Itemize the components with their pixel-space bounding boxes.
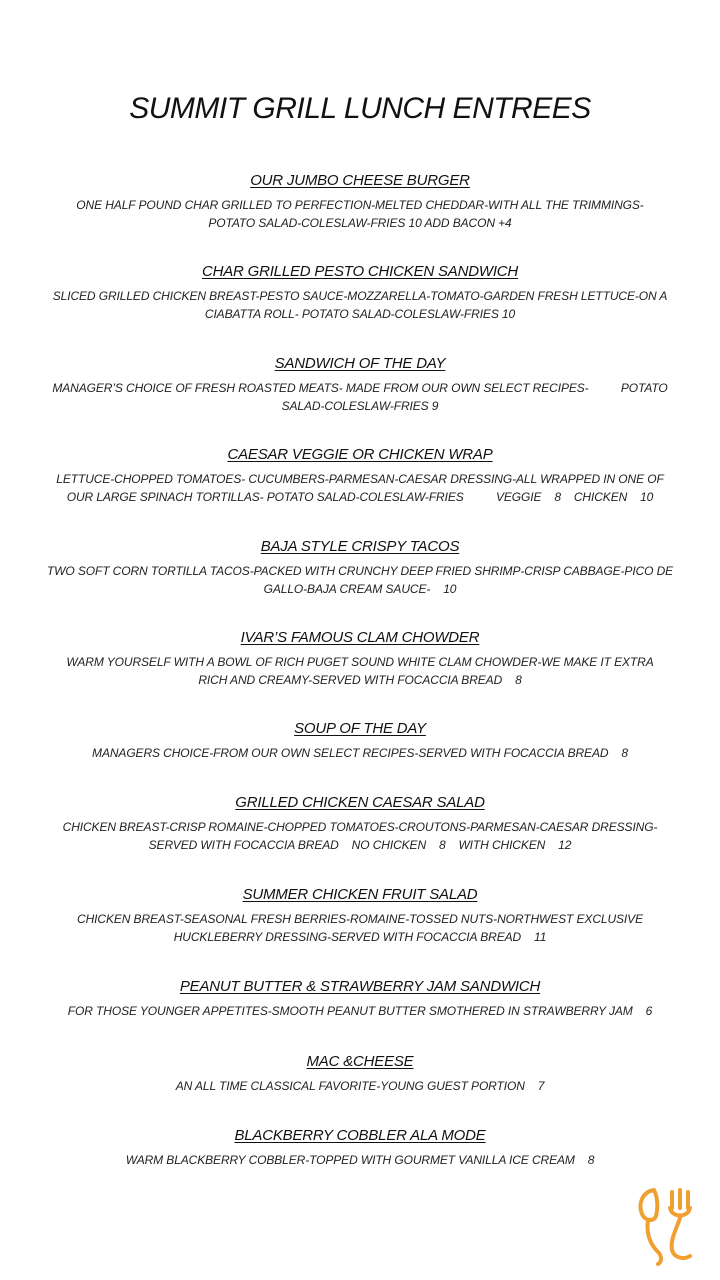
menu-item-chicken-caesar-salad xyxy=(40,794,680,854)
menu-item-description-line: GALLO-BAJA CREAM SAUCE- 10 xyxy=(263,582,457,596)
menu-item-description-line: MANAGERS CHOICE-FROM OUR OWN SELECT RECIPES-SERVED WITH FOCACCIA BREAD 8 xyxy=(92,746,628,760)
menu-item-sandwich-of-the-day xyxy=(40,355,680,415)
menu-item-name: BLACKBERRY COBBLER ALA MODE xyxy=(234,1127,486,1144)
menu-item-description-line: WARM YOURSELF WITH A BOWL OF RICH PUGET SOUND WHITE CLAM CHOWDER-WE MAKE IT EXTRA xyxy=(66,655,654,669)
menu-item-name: OUR JUMBO CHEESE BURGER xyxy=(250,172,470,189)
menu-item-name: CAESAR VEGGIE OR CHICKEN WRAP xyxy=(227,446,493,463)
menu-item-name: SANDWICH OF THE DAY xyxy=(274,355,446,372)
menu-item-name: BAJA STYLE CRISPY TACOS xyxy=(260,538,460,555)
menu-item-description-line: WARM BLACKBERRY COBBLER-TOPPED WITH GOURMET VANILLA ICE CREAM 8 xyxy=(125,1153,595,1167)
menu-item-description-line: RICH AND CREAMY-SERVED WITH FOCACCIA BREAD 8 xyxy=(198,673,522,687)
menu-item-pesto-chicken-sandwich xyxy=(40,263,680,323)
menu-item-description-line: POTATO SALAD-COLESLAW-FRIES 10 ADD BACON +4 xyxy=(208,216,512,230)
menu-item-description-line: MANAGER’S CHOICE OF FRESH ROASTED MEATS- MADE FROM OUR OWN SELECT RECIPES- POTATO xyxy=(52,381,668,395)
menu-item-description-line: TWO SOFT CORN TORTILLA TACOS-PACKED WITH CRUNCHY DEEP FRIED SHRIMP-CRISP CABBAGE-PICO DE xyxy=(46,564,674,578)
menu-item-name: SUMMER CHICKEN FRUIT SALAD xyxy=(242,886,478,903)
menu-item-description-line: OUR LARGE SPINACH TORTILLAS- POTATO SALAD-COLESLAW-FRIES VEGGIE 8 CHICKEN 10 xyxy=(66,490,654,504)
menu-item-name: IVAR’S FAMOUS CLAM CHOWDER xyxy=(240,629,480,646)
menu-item-description-line: SLICED GRILLED CHICKEN BREAST-PESTO SAUCE-MOZZARELLA-TOMATO-GARDEN FRESH LETTUCE-ON A xyxy=(52,289,668,303)
menu-item-jumbo-cheese-burger xyxy=(40,172,680,232)
menu-item-name: CHAR GRILLED PESTO CHICKEN SANDWICH xyxy=(201,263,519,280)
menu-item-description-line: SALAD-COLESLAW-FRIES 9 xyxy=(281,399,439,413)
menu-item-description-line: ONE HALF POUND CHAR GRILLED TO PERFECTION-MELTED CHEDDAR-WITH ALL THE TRIMMINGS- xyxy=(76,198,644,212)
menu-item-name: PEANUT BUTTER & STRAWBERRY JAM SANDWICH xyxy=(179,978,541,995)
menu-item-blackberry-cobbler xyxy=(40,1127,680,1169)
menu-item-clam-chowder xyxy=(40,629,680,689)
menu-item-description-line: CHICKEN BREAST-CRISP ROMAINE-CHOPPED TOMATOES-CROUTONS-PARMESAN-CAESAR DRESSING- xyxy=(62,820,658,834)
menu-item-name: SOUP OF THE DAY xyxy=(294,720,426,737)
menu-item-fruit-salad xyxy=(40,886,680,946)
menu-item-soup-of-the-day xyxy=(40,720,680,762)
menu-item-description-line: AN ALL TIME CLASSICAL FAVORITE-YOUNG GUEST PORTION 7 xyxy=(175,1079,545,1093)
page-title: SUMMIT GRILL LUNCH ENTREES xyxy=(129,92,591,125)
menu-item-description-line: SERVED WITH FOCACCIA BREAD NO CHICKEN 8 WITH CHICKEN 12 xyxy=(148,838,572,852)
menu-item-caesar-wrap xyxy=(40,446,680,506)
menu-item-pbj-sandwich xyxy=(40,978,680,1020)
menu-item-description-line: HUCKLEBERRY DRESSING-SERVED WITH FOCACCIA BREAD 11 xyxy=(173,930,547,944)
menu-item-description-line: LETTUCE-CHOPPED TOMATOES- CUCUMBERS-PARMESAN-CAESAR DRESSING-ALL WRAPPED IN ONE OF xyxy=(56,472,664,486)
menu-item-description-line: FOR THOSE YOUNGER APPETITES-SMOOTH PEANUT BUTTER SMOTHERED IN STRAWBERRY JAM 6 xyxy=(67,1004,653,1018)
menu-item-name: MAC &CHEESE xyxy=(306,1053,414,1070)
menu-item-description-line: CIABATTA ROLL- POTATO SALAD-COLESLAW-FRIES 10 xyxy=(204,307,516,321)
utensils-icon xyxy=(632,1186,698,1266)
menu-item-mac-and-cheese xyxy=(40,1053,680,1095)
menu-item-name: GRILLED CHICKEN CAESAR SALAD xyxy=(235,794,485,811)
menu-item-baja-tacos xyxy=(40,538,680,598)
menu-item-description-line: CHICKEN BREAST-SEASONAL FRESH BERRIES-ROMAINE-TOSSED NUTS-NORTHWEST EXCLUSIVE xyxy=(77,912,643,926)
